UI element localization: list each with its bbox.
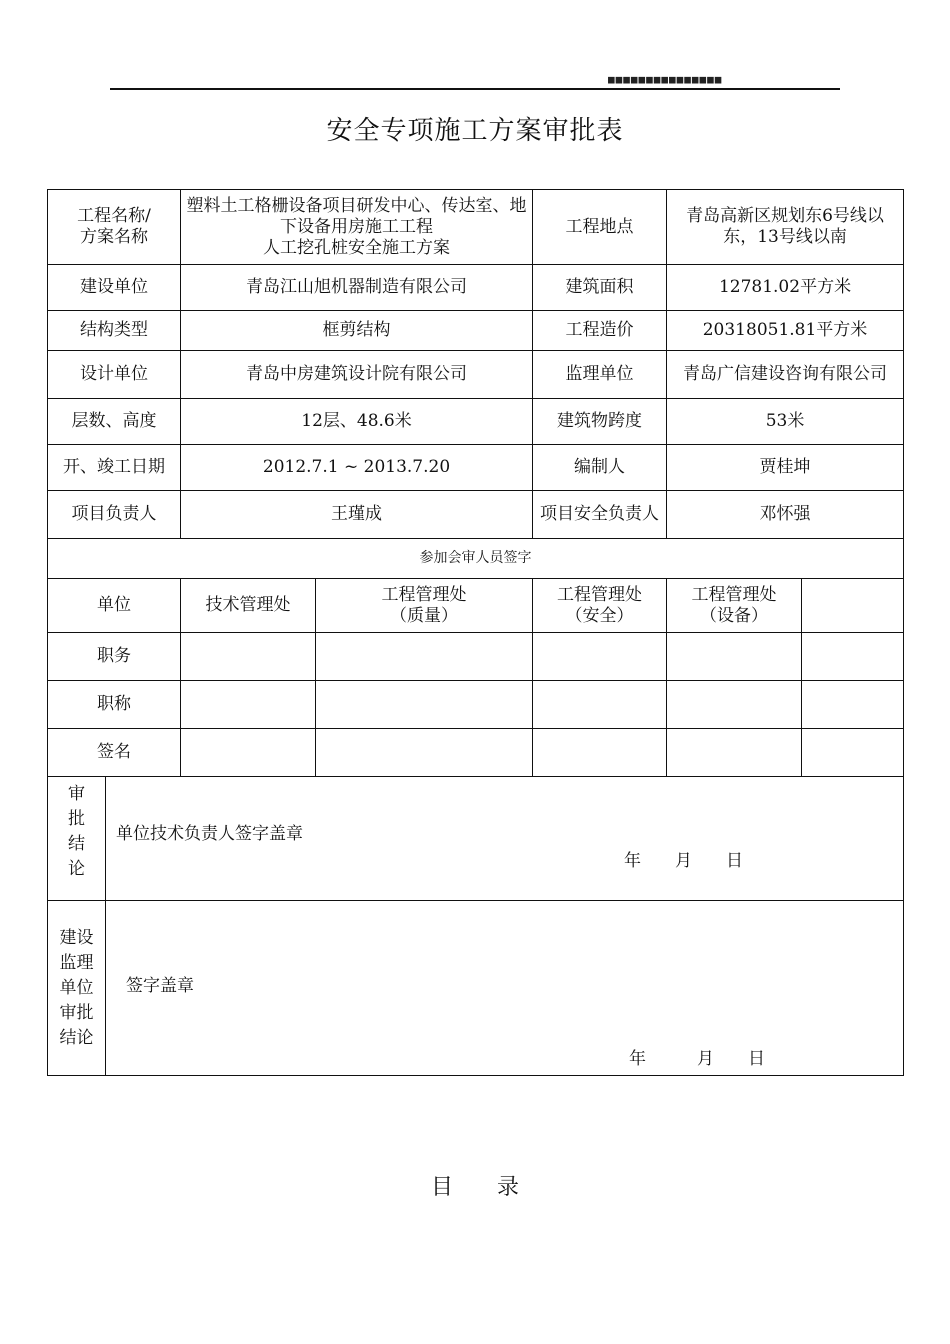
cost-label: 工程造价 [533, 311, 667, 351]
signoff-cell[interactable] [533, 681, 667, 729]
row-project-name [48, 190, 904, 265]
conclusion-area[interactable] [106, 777, 904, 901]
signoff-col-equipment: 工程管理处 （设备） [667, 579, 802, 633]
signoff-unit-label: 单位 [48, 579, 181, 633]
signoff-row-title [48, 681, 904, 729]
dates-value[interactable]: 2012.7.1 ~ 2013.7.20 [181, 445, 533, 491]
signoff-col-blank [802, 579, 904, 633]
author-label: 编制人 [533, 445, 667, 491]
signoff-cell[interactable] [316, 633, 533, 681]
row-dates [48, 445, 904, 491]
signoff-cell[interactable] [802, 633, 904, 681]
safety-manager-label: 项目安全负责人 [533, 491, 667, 539]
signoff-col-safety: 工程管理处 （安全） [533, 579, 667, 633]
toc-title: 目 录 [430, 1175, 519, 1200]
supervisor-label: 监理单位 [533, 351, 667, 399]
row-floors [48, 399, 904, 445]
row-signoff-header [48, 579, 904, 633]
row-builder [48, 265, 904, 311]
area-label: 建筑面积 [533, 265, 667, 311]
signoff-cell[interactable] [181, 729, 316, 777]
project-location-value[interactable]: 青岛高新区规划东6号线以东，13号线以南 [667, 190, 904, 265]
signoff-cell[interactable] [316, 729, 533, 777]
signoff-cell[interactable] [667, 633, 802, 681]
signoff-row-label: 职称 [48, 681, 181, 729]
signoff-row-label: 职务 [48, 633, 181, 681]
designer-value[interactable]: 青岛中房建筑设计院有限公司 [181, 351, 533, 399]
signoff-cell[interactable] [533, 633, 667, 681]
project-location-label: 工程地点 [533, 190, 667, 265]
dates-label: 开、竣工日期 [48, 445, 181, 491]
conclusion-sign-text: 单位技术负责人签字盖章 [116, 824, 303, 844]
signoff-cell[interactable] [667, 729, 802, 777]
signoff-cell[interactable] [181, 633, 316, 681]
signoff-cell[interactable] [316, 681, 533, 729]
row-conclusion [48, 777, 904, 901]
supervision-sign-text: 签字盖章 [126, 976, 194, 996]
area-value[interactable]: 12781.02平方米 [667, 265, 904, 311]
supervision-date: 年 月 日 [629, 1049, 765, 1069]
cost-value[interactable]: 20318051.81平方米 [667, 311, 904, 351]
span-label: 建筑物跨度 [533, 399, 667, 445]
supervision-area[interactable] [106, 901, 904, 1076]
project-name-label: 工程名称/ 方案名称 [48, 190, 181, 265]
row-structure [48, 311, 904, 351]
signoff-col-tech: 技术管理处 [181, 579, 316, 633]
signoff-row-signature [48, 729, 904, 777]
signoff-cell[interactable] [802, 681, 904, 729]
safety-manager-value[interactable]: 邓怀强 [667, 491, 904, 539]
document-title: 安全专项施工方案审批表 [326, 116, 624, 146]
header-watermark: ■■■■■■■■■■■■■■■ [608, 73, 723, 86]
signoff-cell[interactable] [802, 729, 904, 777]
signoff-row-label: 签名 [48, 729, 181, 777]
row-supervision [48, 901, 904, 1076]
row-designer [48, 351, 904, 399]
floors-value[interactable]: 12层、48.6米 [181, 399, 533, 445]
signoff-caption: 参加会审人员签字 [48, 539, 904, 579]
row-signoff-caption [48, 539, 904, 579]
supervision-label: 建设监理单位审批结论 [48, 901, 106, 1076]
signoff-row-position [48, 633, 904, 681]
manager-label: 项目负责人 [48, 491, 181, 539]
manager-value[interactable]: 王瑾成 [181, 491, 533, 539]
approval-table [47, 189, 904, 1076]
structure-value[interactable]: 框剪结构 [181, 311, 533, 351]
signoff-cell[interactable] [533, 729, 667, 777]
author-value[interactable]: 贾桂坤 [667, 445, 904, 491]
signoff-cell[interactable] [667, 681, 802, 729]
signoff-cell[interactable] [181, 681, 316, 729]
supervisor-value[interactable]: 青岛广信建设咨询有限公司 [667, 351, 904, 399]
signoff-col-quality: 工程管理处 （质量） [316, 579, 533, 633]
span-value[interactable]: 53米 [667, 399, 904, 445]
conclusion-label: 审批结论 [48, 777, 106, 901]
conclusion-date: 年 月 日 [624, 851, 743, 871]
builder-value[interactable]: 青岛江山旭机器制造有限公司 [181, 265, 533, 311]
builder-label: 建设单位 [48, 265, 181, 311]
structure-label: 结构类型 [48, 311, 181, 351]
designer-label: 设计单位 [48, 351, 181, 399]
floors-label: 层数、高度 [48, 399, 181, 445]
project-name-value[interactable]: 塑料土工格栅设备项目研发中心、传达室、地下设备用房施工工程 人工挖孔桩安全施工方案 [181, 190, 533, 265]
row-manager [48, 491, 904, 539]
header-rule [110, 88, 840, 90]
